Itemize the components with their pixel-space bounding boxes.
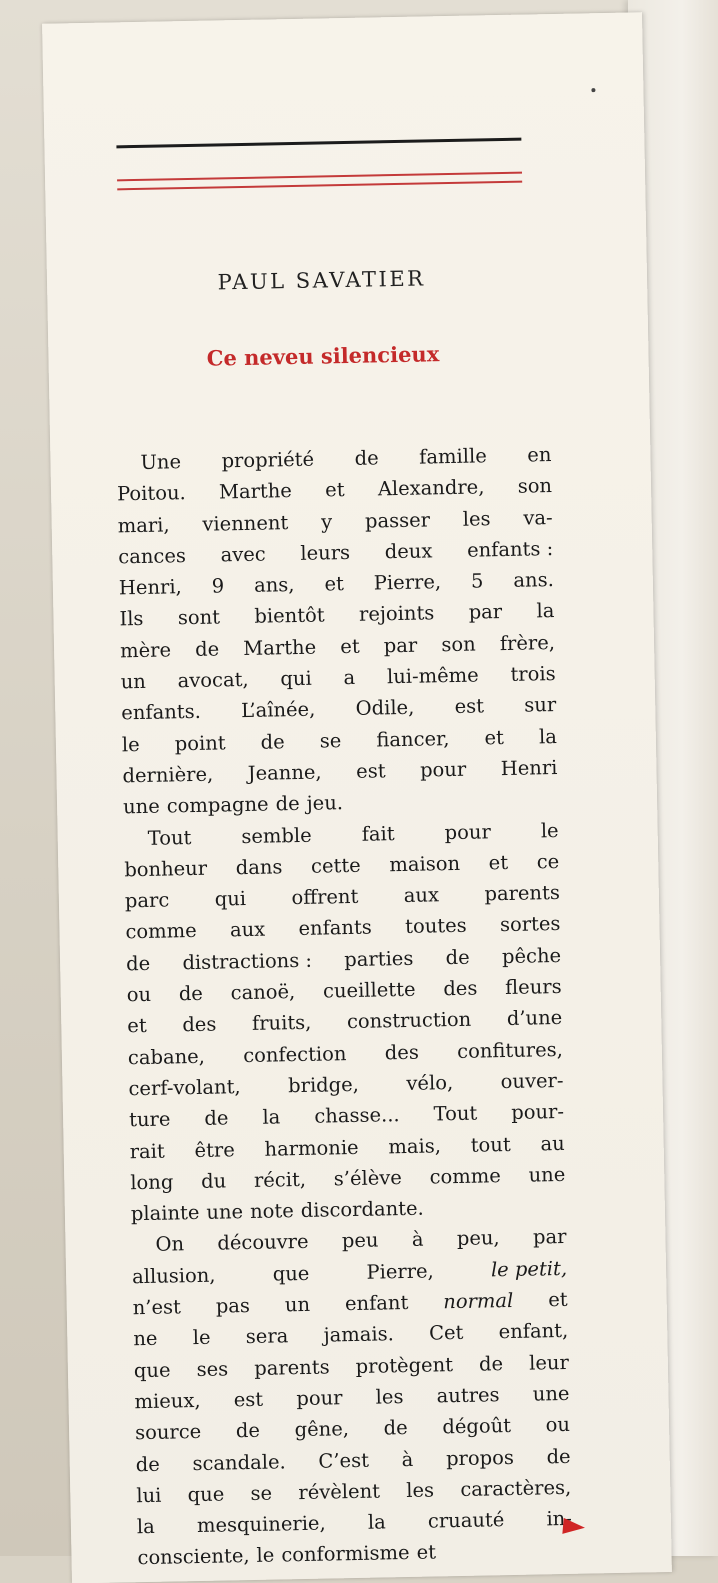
word: se <box>319 728 342 753</box>
word: s’élève <box>333 1165 403 1191</box>
word: et <box>488 850 509 875</box>
word: des <box>384 1040 420 1065</box>
word: peu, <box>456 1226 500 1251</box>
word: tout <box>470 1132 511 1157</box>
word: L’aînée, <box>240 698 316 723</box>
word: n’est <box>132 1295 182 1320</box>
word: mère <box>119 638 172 663</box>
word: jamais. <box>323 1322 395 1347</box>
word: son <box>517 474 553 499</box>
word: le petit, <box>490 1256 568 1282</box>
word: C’est <box>318 1448 370 1473</box>
word: les <box>375 1384 404 1409</box>
word: long <box>130 1170 174 1195</box>
word: et <box>416 1540 437 1565</box>
word: va- <box>523 505 553 530</box>
word: de <box>354 446 379 470</box>
word: le <box>256 1543 275 1568</box>
word: être <box>194 1137 235 1162</box>
word: Odile, <box>355 696 415 721</box>
word: bientôt <box>254 603 325 629</box>
word: ce <box>536 849 560 874</box>
word: de <box>478 1351 504 1376</box>
word: sera <box>245 1324 289 1349</box>
word: chasse... <box>314 1103 400 1128</box>
word: enfant <box>344 1290 409 1316</box>
word: aux <box>403 883 440 908</box>
word: vélo, <box>406 1071 454 1095</box>
word: conformisme <box>281 1541 410 1567</box>
word: fiancer, <box>376 726 450 752</box>
word: de <box>178 981 204 1006</box>
word: Cet <box>428 1321 464 1345</box>
word: et <box>340 634 360 658</box>
word: ses <box>196 1357 229 1381</box>
word: un <box>120 669 147 694</box>
word: des <box>182 1012 217 1037</box>
word: Une <box>140 450 182 474</box>
word: de <box>135 1452 160 1476</box>
word: cances <box>118 543 187 569</box>
word: de <box>445 945 470 969</box>
word: de <box>275 792 300 816</box>
word: point <box>174 731 226 756</box>
word: autres <box>436 1383 500 1408</box>
word: Tout <box>147 825 192 850</box>
word: de <box>260 729 285 754</box>
word: comme <box>429 1163 502 1189</box>
word: la <box>262 1105 281 1129</box>
word: Marthe <box>243 635 317 660</box>
word: rejoints <box>358 601 435 627</box>
word: récit, <box>253 1167 307 1192</box>
word: canoë, <box>230 980 296 1005</box>
word: y <box>320 509 333 534</box>
word: avocat, <box>177 667 249 693</box>
word: Marthe <box>218 479 293 504</box>
word: plainte <box>130 1201 200 1226</box>
word: frère, <box>499 630 556 655</box>
top-rule-red-lower <box>117 181 522 191</box>
word: construction <box>346 1008 472 1034</box>
word: semble <box>241 823 312 848</box>
word: à <box>401 1447 414 1471</box>
word: Alexandre, <box>377 475 485 501</box>
word: qui <box>280 666 312 691</box>
word: que <box>133 1358 171 1382</box>
word: des <box>443 976 478 1001</box>
word: parents <box>253 1355 330 1380</box>
word: lui-même <box>386 663 479 689</box>
word: ou <box>126 982 152 1007</box>
word: la <box>367 1510 386 1534</box>
word: dégoût <box>442 1414 512 1439</box>
word: cerf-volant, <box>128 1075 241 1101</box>
word: fleurs <box>504 975 562 1000</box>
word: Henri <box>500 755 558 781</box>
word: sont <box>177 605 221 630</box>
word: pour <box>419 757 467 782</box>
word: aux <box>229 918 266 942</box>
word: bonheur <box>124 856 208 882</box>
word: caractères, <box>460 1475 572 1501</box>
word: les <box>406 1478 435 1502</box>
word: que <box>187 1482 225 1507</box>
word: ture <box>128 1107 171 1132</box>
word: de <box>194 637 220 661</box>
word: découvre <box>217 1230 309 1256</box>
word: deux <box>384 539 433 564</box>
paper-speck <box>591 88 595 92</box>
word: que <box>272 1261 310 1286</box>
word: gêne, <box>294 1417 350 1442</box>
top-rule-red-upper <box>117 172 522 182</box>
word: est <box>355 759 386 783</box>
word: in- <box>546 1506 573 1531</box>
word: de <box>204 1106 229 1131</box>
word: ans, <box>253 573 295 597</box>
word: compagne <box>166 792 269 818</box>
word: le <box>121 732 140 757</box>
word: rait <box>129 1139 165 1163</box>
word: ouver- <box>500 1068 564 1094</box>
word: famille <box>418 444 487 469</box>
word: un <box>284 1292 311 1317</box>
word: distractions : <box>182 948 313 974</box>
word: enfants <box>298 916 373 941</box>
word: ou <box>545 1413 571 1437</box>
word: 5 <box>470 569 484 593</box>
word: est <box>233 1387 264 1412</box>
word: son <box>441 632 476 656</box>
word: une <box>206 1200 244 1224</box>
word: cette <box>310 853 361 878</box>
word: de <box>235 1419 261 1443</box>
word: parc <box>124 888 170 913</box>
word: pour- <box>511 1100 565 1125</box>
word: le <box>192 1326 211 1350</box>
word: la <box>538 724 558 749</box>
word: et <box>127 1014 147 1038</box>
word: à <box>411 1228 424 1252</box>
word: une <box>532 1381 570 1406</box>
body-text <box>116 439 573 1574</box>
word: discordante. <box>300 1196 424 1223</box>
word: confection <box>242 1041 347 1067</box>
word: par <box>532 1225 567 1249</box>
word: trois <box>510 662 556 686</box>
word: et <box>547 1287 568 1312</box>
word: protègent <box>355 1352 454 1378</box>
word: leur <box>528 1350 570 1375</box>
word: toutes <box>404 914 467 939</box>
word: Pierre, <box>366 1259 434 1284</box>
word: scandale. <box>192 1449 286 1475</box>
word: une <box>528 1162 566 1187</box>
word: allusion, <box>131 1263 216 1288</box>
word: passer <box>364 508 431 533</box>
word: cruauté <box>427 1508 505 1533</box>
word: les <box>462 506 491 531</box>
word: parents <box>484 881 561 906</box>
word: et <box>324 478 345 502</box>
word: mesquinerie, <box>196 1511 326 1538</box>
word: qui <box>214 887 247 911</box>
word: pêche <box>501 943 562 968</box>
word: et <box>324 572 345 596</box>
word: parties <box>344 946 414 971</box>
word: en <box>527 443 552 467</box>
word: cabane, <box>127 1044 206 1069</box>
word: viennent <box>202 510 289 536</box>
printed-page <box>42 12 672 1583</box>
word: propriété <box>221 447 315 473</box>
word: lui <box>136 1483 162 1508</box>
word: de <box>383 1416 408 1440</box>
word: de <box>546 1444 571 1468</box>
word: le <box>540 818 559 842</box>
word: consciente, <box>137 1544 250 1570</box>
word: est <box>454 694 485 719</box>
word: a <box>343 665 356 690</box>
continue-arrow-icon <box>562 1518 585 1536</box>
word: source <box>134 1420 202 1445</box>
word: note <box>249 1199 295 1224</box>
word: enfants : <box>466 536 554 562</box>
word: jeu. <box>306 791 344 816</box>
word: dans <box>235 855 283 880</box>
word: de <box>125 951 151 976</box>
word: Tout <box>433 1101 478 1126</box>
word: d’une <box>506 1006 563 1031</box>
word: mari, <box>117 512 170 537</box>
word: mieux, <box>134 1388 201 1414</box>
word: pour <box>296 1386 343 1411</box>
word: 9 <box>211 574 225 598</box>
word: leurs <box>300 540 351 565</box>
word: peu <box>341 1228 379 1253</box>
word: du <box>200 1169 227 1193</box>
author-name: PAUL SAVATIER <box>217 266 426 295</box>
word: par <box>468 600 503 625</box>
top-rule-black <box>116 138 521 149</box>
word: enfants. <box>121 700 202 725</box>
word: la <box>536 599 555 623</box>
word: une <box>122 794 160 819</box>
word: mais, <box>388 1133 442 1158</box>
word: comme <box>125 919 197 944</box>
word: fait <box>361 821 395 846</box>
word: bridge, <box>287 1072 360 1098</box>
word: enfant, <box>498 1319 569 1344</box>
word: sortes <box>499 912 561 937</box>
word: dernière, <box>122 762 214 788</box>
book-title: Ce neveu silencieux <box>206 341 440 371</box>
word: et <box>484 725 505 750</box>
word: Henri, <box>118 575 182 600</box>
word: Ils <box>119 607 144 631</box>
word: ne <box>133 1327 158 1351</box>
word: normal <box>443 1288 514 1314</box>
word: se <box>250 1481 273 1505</box>
word: cueillette <box>322 977 416 1003</box>
word: ans. <box>513 568 555 592</box>
word: harmonie <box>264 1135 359 1161</box>
word: pas <box>215 1294 251 1318</box>
word: par <box>383 633 418 658</box>
word: Jeanne, <box>247 760 322 785</box>
word: pour <box>444 819 491 844</box>
word: la <box>136 1514 156 1539</box>
word: propos <box>445 1445 515 1470</box>
word: révèlent <box>298 1479 381 1504</box>
word: maison <box>389 851 461 877</box>
word: Pierre, <box>373 570 442 595</box>
word: au <box>540 1131 565 1155</box>
word: sur <box>524 693 557 717</box>
word: avec <box>220 542 266 567</box>
word: fruits, <box>251 1011 312 1036</box>
word: confitures, <box>456 1037 564 1063</box>
word: On <box>155 1232 185 1257</box>
word: offrent <box>291 885 359 910</box>
word: Poitou. <box>116 481 186 506</box>
